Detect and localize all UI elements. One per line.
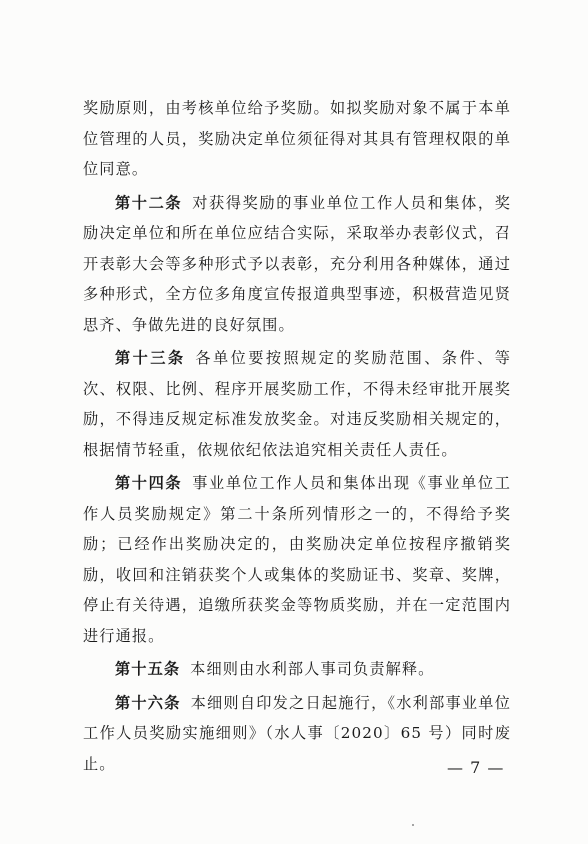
document-body [83, 93, 511, 782]
article-text: 各单位要按照规定的奖励范围、条件、等次、权限、比例、程序开展奖励工作，不得未经审批开展奖励，不得违反规定标准发放奖金。对违反奖励相关规定的，根据情节轻重，依规依纪依法追究相关责任人责任。 [83, 349, 511, 459]
paragraph-continuation [83, 93, 511, 185]
paragraph-text: 奖励原则，由考核单位给予奖励。如拟奖励对象不属于本单位管理的人员，奖励决定单位须征得对其具有管理权限的单位同意。 [83, 99, 511, 178]
article-13 [83, 343, 511, 465]
article-heading: 第十四条 [115, 474, 183, 492]
article-heading: 第十六条 [115, 693, 181, 712]
article-text: 对获得奖励的事业单位工作人员和集体，奖励决定单位和所在单位应结合实际，采取举办表彰仪式，召开表彰大会等多种形式予以表彰，充分利用各种媒体，通过多种形式，全方位多角度宣传报道典型事迹，积极营造见贤思齐、争做先进的良好氛围。 [83, 193, 511, 334]
article-heading: 第十三条 [115, 349, 186, 367]
scan-speck [412, 824, 414, 826]
article-text: 本细则自印发之日起施行，《水利部事业单位工作人员奖励实施细则》（水人事〔2020〕65 号）同时废止。 [83, 693, 511, 773]
article-text: 事业单位工作人员和集体出现《事业单位工作人员奖励规定》第二十条所列情形之一的，不得给予奖励；已经作出奖励决定的，由奖励决定单位按程序撤销奖励，收回和注销获奖个人或集体的奖励证书、奖章、奖牌，停止有关待遇，追缴所获奖金等物质奖励，并在一定范围内进行通报。 [83, 474, 511, 645]
article-15 [83, 654, 511, 685]
article-heading: 第十五条 [115, 660, 181, 678]
article-14 [83, 468, 511, 651]
article-heading: 第十二条 [115, 193, 183, 212]
article-12 [83, 188, 511, 341]
page-number: — 7 — [447, 758, 505, 777]
article-text: 本细则由水利部人事司负责解释。 [190, 660, 435, 678]
